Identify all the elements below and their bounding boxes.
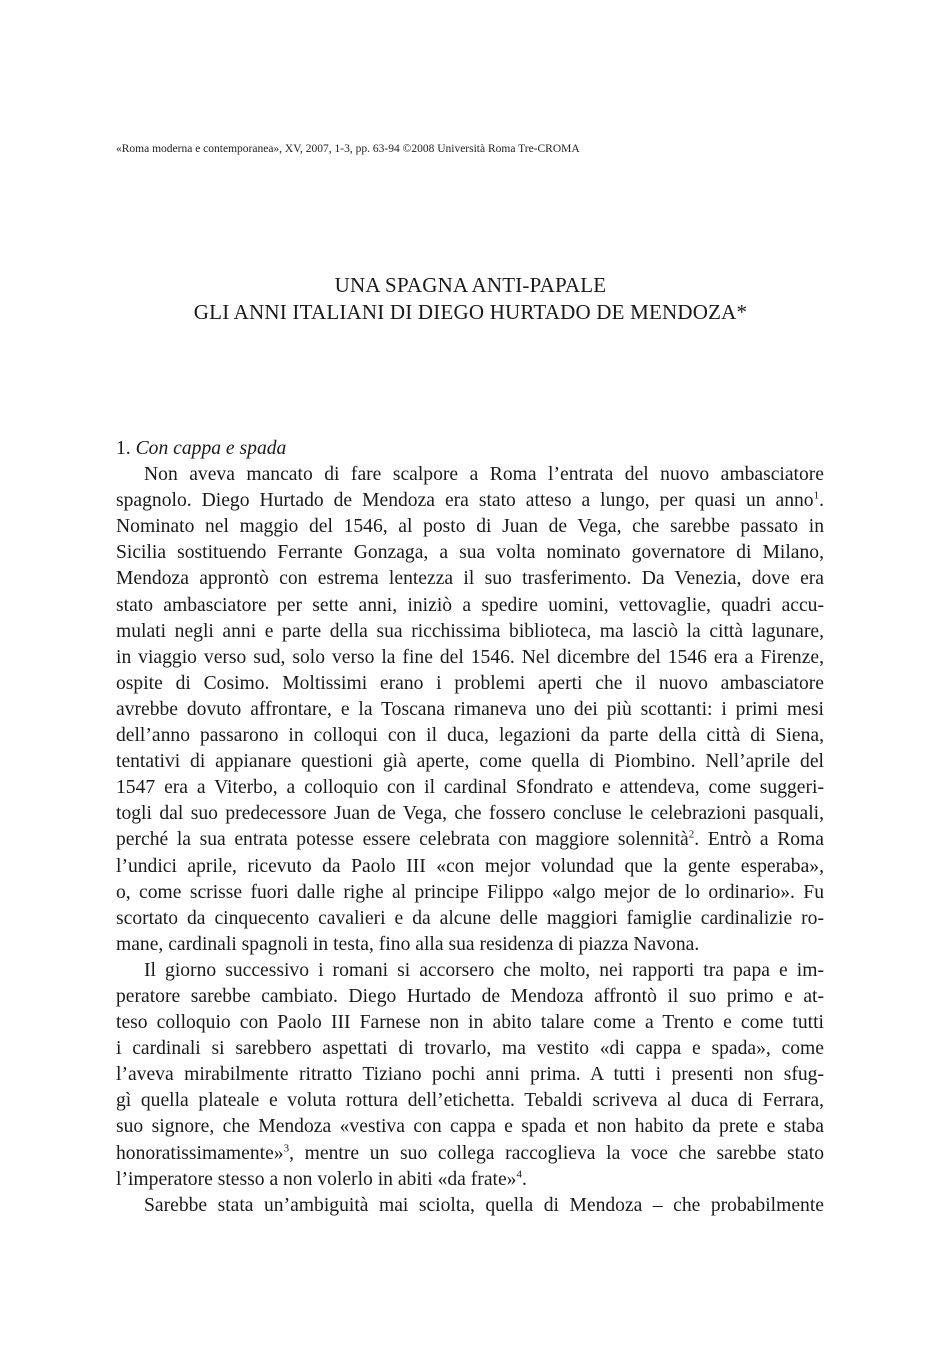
- text-line: dell’anno passarono in colloqui con il duca, legazioni da parte della città di Siena,: [116, 725, 824, 747]
- section-title: Con cappa e spada: [135, 438, 287, 459]
- text-line: mulati negli anni e parte della sua ricchissima biblioteca, ma lasciò la città lagunare,: [116, 620, 824, 642]
- text-line: gì quella plateale e voluta rottura dell’etichetta. Tebaldi scriveva al duca di Ferrara,: [116, 1090, 824, 1112]
- paragraph-1: [116, 462, 824, 958]
- text-line: ospite di Cosimo. Moltissimi erano i problemi aperti che il nuovo ambasciatore: [116, 672, 824, 694]
- text-line: spagnolo. Diego Hurtado de Mendoza era stato atteso a lungo, per quasi un anno$^1$.: [116, 489, 824, 512]
- title-line-1: UNA SPAGNA ANTI-PAPALE: [334, 273, 607, 297]
- text-line: suo signore, che Mendoza «vestiva con cappa e spada et non habito da prete e staba: [116, 1116, 824, 1138]
- text-line: Non aveva mancato di fare scalpore a Roma l’entrata del nuovo ambasciatore: [144, 464, 824, 486]
- article-title: [0, 272, 941, 326]
- text-line: honoratissimamente»$^3$, mentre un suo collega raccoglieva la voce che sarebbe stato: [116, 1142, 824, 1164]
- running-head: «Roma moderna e contemporanea», XV, 2007, 1-3, pp. 63-94 ©2008 Università Roma Tre-CROMA: [116, 143, 580, 155]
- text-line: l’aveva mirabilmente ritratto Tiziano pochi anni prima. A tutti i presenti non sfug-: [116, 1064, 824, 1086]
- footnote-ref: 2: [688, 828, 695, 841]
- text-line: Nominato nel maggio del 1546, al posto di Juan de Vega, che sarebbe passato in: [116, 516, 824, 538]
- text-line: i cardinali si sarebbero aspettati di trovarlo, ma vestito «di cappa e spada», come: [116, 1038, 824, 1060]
- text-line: l’undici aprile, ricevuto da Paolo III «con mejor volundad que la gente esperaba»,: [116, 855, 824, 877]
- text-line: teso colloquio con Paolo III Farnese non in abito talare come a Trento e come tutti: [116, 1012, 824, 1034]
- text-line: Sarebbe stata un’ambiguità mai sciolta, quella di Mendoza – che probabilmente: [144, 1194, 824, 1216]
- paragraph-3: [116, 1193, 824, 1219]
- text-line: mane, cardinali spagnoli in testa, fino alla sua residenza di piazza Navona.: [116, 933, 700, 955]
- section-heading: [116, 436, 824, 462]
- title-line-2: GLI ANNI ITALIANI DI DIEGO HURTADO DE MENDOZA*: [193, 300, 748, 324]
- text-line: Sicilia sostituendo Ferrante Gonzaga, a sua volta nominato governatore di Milano,: [116, 542, 824, 564]
- footnote-ref: 1: [813, 489, 820, 502]
- footnote-ref: 4: [516, 1168, 522, 1181]
- text-line: Il giorno successivo i romani si accorsero che molto, nei rapporti tra papa e im-: [144, 959, 824, 981]
- text-line: avrebbe dovuto affrontare, e la Toscana rimaneva uno dei più scottanti: i primi mesi: [116, 698, 824, 720]
- footnote-ref: 3: [283, 1142, 290, 1154]
- text-line: o, come scrisse fuori dalle righe al principe Filippo «algo mejor de lo ordinario». Fu: [116, 881, 824, 903]
- text-line: stato ambasciatore per sette anni, iniziò a spedire uomini, vettovaglie, quadri accu-: [116, 594, 824, 616]
- paragraph-2: [116, 958, 824, 1193]
- text-line: togli dal suo predecessore Juan de Vega, che fossero concluse le celebrazioni pasquali,: [116, 803, 824, 825]
- text-line: 1547 era a Viterbo, a colloquio con il cardinal Sfondrato e attendeva, come suggeri-: [116, 777, 824, 799]
- text-line: peratore sarebbe cambiato. Diego Hurtado de Mendoza affrontò il suo primo e at-: [116, 985, 824, 1007]
- article-body: [116, 436, 824, 1219]
- section-number: 1.: [116, 438, 136, 459]
- text-line: Mendoza approntò con estrema lentezza il suo trasferimento. Da Venezia, dove era: [116, 568, 824, 590]
- text-line: in viaggio verso sud, solo verso la fine del 1546. Nel dicembre del 1546 era a Firenze,: [116, 646, 824, 668]
- text-line: scortato da cinquecento cavalieri e da alcune delle maggiori famiglie cardinalizie ro-: [116, 907, 824, 929]
- text-line: perché la sua entrata potesse essere celebrata con maggiore solennità$^2$. Entrò a Roma: [116, 828, 824, 851]
- text-line: tentativi di appianare questioni già aperte, come quella di Piombino. Nell’aprile del: [116, 751, 824, 773]
- text-line: l’imperatore stesso a non volerlo in abiti «da frate»$^4$.: [116, 1168, 527, 1190]
